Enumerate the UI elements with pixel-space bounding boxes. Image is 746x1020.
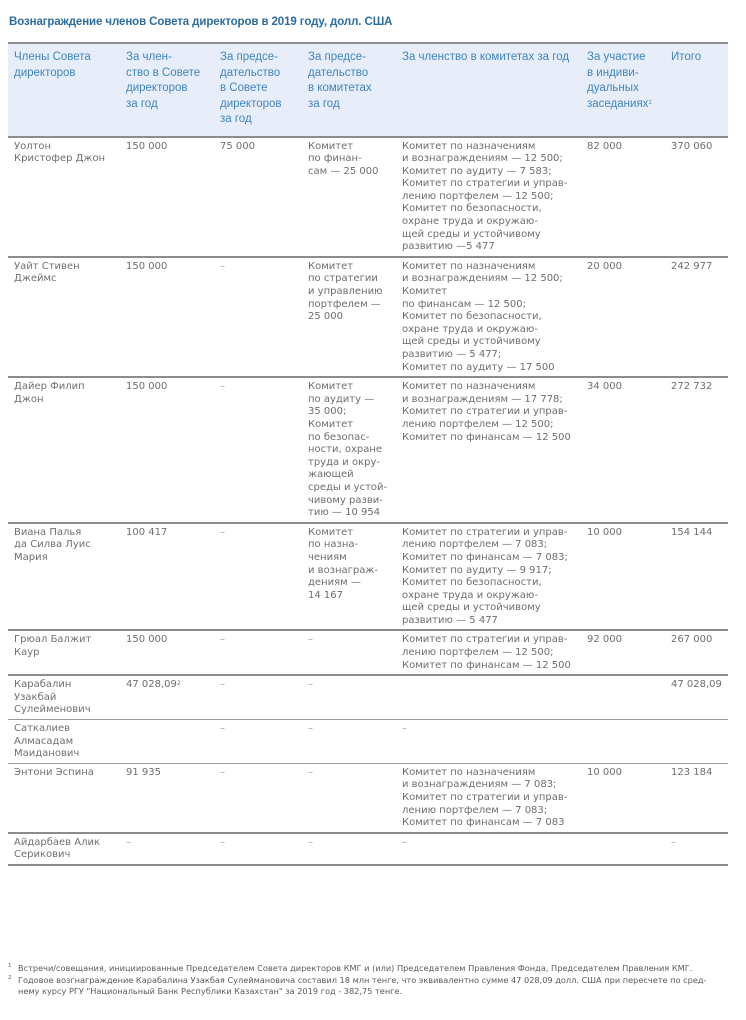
table-title: Вознаграждение членов Совета директоров в 2019 году, долл. США — [9, 16, 393, 28]
committee-chair-line: Комитет — [308, 418, 354, 430]
committee-chair-line: ности, охране — [308, 444, 383, 456]
cell-total — [665, 833, 728, 865]
total-value: – — [671, 836, 676, 848]
cell-board-membership — [120, 720, 214, 764]
cell-committee-chair — [302, 763, 396, 832]
committee-membership-line: Комитет по аудиту — 7 583; — [402, 165, 552, 177]
committee-chair-line: чениям — [308, 551, 347, 563]
board-membership-value: 150 000 — [126, 634, 168, 646]
header-line: за год — [220, 113, 252, 125]
total-value: 267 000 — [671, 634, 713, 646]
meetings-value: 20 000 — [587, 260, 622, 272]
committee-membership-line: Комитет по безопасности, — [402, 203, 542, 215]
header-line: За участие — [587, 51, 646, 63]
cell-total — [665, 630, 728, 675]
member-name-line: Мария — [14, 551, 48, 563]
committee-chair-line: Комитет — [308, 526, 354, 538]
board-chair-value: – — [220, 679, 225, 691]
cell-committee-chair — [302, 675, 396, 719]
cell-committee-membership — [396, 377, 581, 523]
footnotes — [8, 963, 738, 998]
meetings-value: 10 000 — [587, 766, 622, 778]
header-line: Члены Совета — [14, 51, 91, 63]
cell-board-membership — [120, 257, 214, 377]
committee-membership-line: Комитет по аудиту — 9 917; — [402, 564, 552, 576]
cell-committee-chair — [302, 377, 396, 523]
total-value: 47 028,09 — [671, 679, 722, 691]
cell-committee-chair — [302, 137, 396, 257]
cell-total — [665, 763, 728, 832]
committee-membership-line: по финансам — 12 500; — [402, 298, 526, 310]
cell-board-chair — [214, 523, 302, 631]
cell-member — [8, 630, 120, 675]
cell-member — [8, 377, 120, 523]
header-line: в Совете — [220, 82, 268, 94]
committee-chair-line: и управлению — [308, 286, 383, 298]
committee-membership-line: Комитет по назначениям — [402, 140, 536, 152]
committee-chair-line: жающей — [308, 469, 354, 481]
cell-member — [8, 833, 120, 865]
committee-membership-line: Комитет по стратегии и управ- — [402, 406, 568, 418]
committee-membership-line: Комитет по стратегии и управ- — [402, 634, 568, 646]
committee-membership-line: лению портфелем — 7 083; — [402, 804, 548, 816]
table-row — [8, 675, 728, 719]
footnote-ref: 2 — [176, 680, 181, 688]
committee-membership-line: Комитет по назначениям — [402, 766, 536, 778]
committee-membership-line: щей среды и устойчивому — [402, 228, 541, 240]
cell-board-membership — [120, 523, 214, 631]
cell-total — [665, 523, 728, 631]
cell-total — [665, 720, 728, 764]
committee-chair-line: – — [308, 634, 313, 646]
committee-chair-line: труда и окру- — [308, 456, 381, 468]
cell-meetings — [581, 523, 665, 631]
member-name-line: Джеймс — [14, 273, 57, 285]
cell-board-chair — [214, 763, 302, 832]
committee-membership-line: щей среды и устойчивому — [402, 602, 541, 614]
header-col-total — [665, 43, 728, 137]
footnote-text-continued: нему курсу РГУ "Национальный Банк Республики Казахстан" за 2019 год - 382,75 тенге. — [18, 986, 403, 997]
committee-membership-line: лению портфелем — 12 500; — [402, 647, 554, 659]
cell-committee-chair — [302, 833, 396, 865]
header-line: дуальных — [587, 82, 639, 94]
cell-board-chair — [214, 675, 302, 719]
committee-membership-line: Комитет по безопасности, — [402, 311, 542, 323]
cell-meetings — [581, 720, 665, 764]
member-name-line: Алмасадам — [14, 735, 74, 747]
cell-total — [665, 137, 728, 257]
committee-membership-line: Комитет по назначениям — [402, 260, 536, 272]
cell-total — [665, 257, 728, 377]
total-value: 123 184 — [671, 766, 713, 778]
committee-membership-line: Комитет по назначениям — [402, 381, 536, 393]
committee-membership-line: и вознаграждениям — 12 500; — [402, 153, 563, 165]
board-membership-value: 150 000 — [126, 260, 168, 272]
header-line: за год — [126, 97, 158, 110]
cell-member — [8, 523, 120, 631]
cell-committee-membership — [396, 523, 581, 631]
cell-total — [665, 675, 728, 719]
header-line: директоров — [126, 82, 188, 94]
header-col-committee-membership — [396, 43, 581, 137]
committee-chair-line: Комитет — [308, 140, 354, 152]
meetings-value: 34 000 — [587, 381, 622, 393]
cell-board-membership — [120, 630, 214, 675]
header-line: за год — [308, 97, 340, 110]
cell-meetings — [581, 630, 665, 675]
board-chair-value: 75 000 — [220, 140, 255, 152]
header-col-board-membership — [120, 43, 214, 137]
member-name-line: Джон — [14, 393, 44, 405]
committee-chair-line: чивому разви- — [308, 494, 383, 506]
committee-membership-line: Комитет по стратегии и управ- — [402, 792, 568, 803]
footnote-text: Годовое возгнаграждение Карабалина Узакбая Сулеймановича составил 18 млн тенге, что эквивалентно сумме 47 028,09 долл. США при пересчете по сред- — [18, 974, 707, 985]
cell-member — [8, 763, 120, 832]
board-remuneration-table — [8, 42, 728, 866]
cell-board-membership — [120, 833, 214, 865]
committee-chair-line: по финан- — [308, 153, 362, 165]
total-value: 272 732 — [671, 381, 713, 393]
board-membership-value: 91 935 — [126, 766, 161, 778]
cell-meetings — [581, 833, 665, 865]
member-name-line: Айдарбаев Алик — [14, 836, 101, 848]
committee-membership-line: Комитет по финансам — 7 083; — [402, 551, 568, 563]
cell-board-chair — [214, 720, 302, 764]
cell-board-chair — [214, 257, 302, 377]
cell-meetings — [581, 675, 665, 719]
committee-chair-line: по безопас- — [308, 431, 370, 443]
board-membership-value: 100 417 — [126, 526, 168, 538]
table-row — [8, 377, 728, 523]
cell-meetings — [581, 763, 665, 832]
committee-membership-line: развитию — 5 477; — [402, 349, 502, 360]
footnote-2 — [8, 975, 738, 998]
table-row — [8, 257, 728, 377]
member-name-line: Сулейменович — [14, 704, 91, 716]
committee-chair-line: – — [308, 766, 313, 778]
cell-meetings — [581, 137, 665, 257]
footnote-text: Встречи/совещания, инициированные Председателем Совета директоров КМГ и (или) Председателем Правления Фонда, Председателем Правления КМГ. — [18, 963, 693, 973]
member-name-line: да Силва Луис — [14, 539, 91, 551]
header-line: За член- — [126, 51, 172, 63]
committee-chair-line: 14 167 — [308, 589, 343, 601]
cell-board-membership — [120, 763, 214, 832]
header-line: За предсе- — [220, 51, 278, 63]
member-name-line: Кристофер Джон — [14, 153, 106, 165]
member-name-line: Маиданович — [14, 748, 80, 760]
table-row — [8, 523, 728, 631]
footnote-mark: 2 — [8, 974, 12, 981]
committee-chair-line: сам — 25 000 — [308, 165, 379, 177]
member-name-line: Саткалиев — [14, 723, 71, 735]
member-name-line: Дайер Филип — [14, 381, 85, 393]
cell-committee-membership — [396, 630, 581, 675]
cell-committee-membership — [396, 137, 581, 257]
cell-committee-membership — [396, 763, 581, 832]
cell-board-membership — [120, 377, 214, 523]
header-line: директоров — [14, 66, 76, 79]
cell-member — [8, 675, 120, 719]
board-chair-value: – — [220, 381, 225, 393]
committee-membership-line: и вознаграждениям — 7 083; — [402, 779, 557, 791]
committee-chair-line: Комитет — [308, 381, 354, 393]
board-membership-value: 150 000 — [126, 381, 168, 393]
meetings-value: 10 000 — [587, 526, 622, 538]
board-chair-value: – — [220, 723, 225, 735]
table-row — [8, 137, 728, 257]
cell-committee-chair — [302, 257, 396, 377]
cell-committee-membership — [396, 720, 581, 764]
committee-chair-line: по назна- — [308, 539, 359, 551]
board-chair-value: – — [220, 836, 225, 848]
cell-committee-membership — [396, 675, 581, 719]
header-col-member — [8, 43, 120, 137]
committee-chair-line: тию — 10 954 — [308, 507, 381, 519]
board-chair-value: – — [220, 260, 225, 272]
total-value: 154 144 — [671, 526, 713, 538]
cell-committee-membership — [396, 833, 581, 865]
committee-chair-line: портфелем — — [308, 298, 381, 310]
header-row — [8, 43, 728, 137]
header-col-meetings — [581, 43, 665, 137]
cell-meetings — [581, 257, 665, 377]
cell-committee-chair — [302, 720, 396, 764]
cell-board-chair — [214, 833, 302, 865]
committee-chair-line: Комитет — [308, 260, 354, 272]
committee-chair-line: 35 000; — [308, 406, 347, 418]
committee-membership-line: Комитет по безопасности, — [402, 577, 542, 589]
cell-member — [8, 257, 120, 377]
member-name-line: Уайт Стивен — [14, 260, 80, 272]
committee-membership-line: Комитет по стратегии и управ- — [402, 178, 568, 190]
header-line: в комитетах — [308, 82, 372, 94]
header-line: Итого — [671, 51, 702, 63]
table-header — [8, 43, 728, 137]
committee-membership-line: развитию — 5 477 — [402, 614, 498, 626]
committee-membership-line: Комитет по аудиту — 17 500 — [402, 361, 555, 373]
header-line: дательство — [220, 66, 281, 79]
committee-membership-line: лению портфелем — 12 500; — [402, 190, 554, 202]
board-chair-value: – — [220, 634, 225, 646]
committee-membership-line: охране труда и окружаю- — [402, 216, 538, 228]
board-membership-value: 150 000 — [126, 140, 168, 152]
committee-membership-line: Комитет по финансам — 12 500 — [402, 659, 571, 671]
header-line: За предсе- — [308, 51, 366, 63]
cell-total — [665, 377, 728, 523]
committee-membership-line: Комитет — [402, 286, 448, 298]
cell-committee-chair — [302, 523, 396, 631]
member-name-line: Виана Палья — [14, 526, 82, 538]
committee-membership-line: развитию —5 477 — [402, 241, 495, 253]
committee-chair-line: – — [308, 679, 313, 691]
footnote-mark: 1 — [8, 963, 12, 969]
member-name-line: Узакбай — [14, 691, 57, 703]
header-line: директоров — [220, 97, 282, 110]
cell-board-chair — [214, 377, 302, 523]
member-name-line: Карабалин — [14, 679, 72, 691]
cell-board-membership — [120, 675, 214, 719]
footnote-ref: 1 — [648, 99, 652, 106]
cell-committee-membership — [396, 257, 581, 377]
committee-membership-line: лению портфелем — 12 500; — [402, 418, 554, 430]
table-row — [8, 833, 728, 865]
header-line: дательство — [308, 66, 369, 79]
committee-chair-line: – — [308, 723, 313, 735]
meetings-value: 82 000 — [587, 140, 622, 152]
committee-membership-line: лению портфелем — 7 083; — [402, 539, 548, 551]
committee-chair-line: по стратегии — [308, 273, 378, 285]
committee-chair-line: среды и устой- — [308, 481, 388, 493]
committee-membership-line: охране труда и окружаю- — [402, 323, 538, 335]
board-chair-value: – — [220, 766, 225, 778]
footnote-1 — [8, 963, 738, 975]
committee-chair-line: дениям — — [308, 577, 361, 589]
total-value: 370 060 — [671, 140, 713, 152]
cell-board-chair — [214, 630, 302, 675]
board-chair-value: – — [220, 526, 225, 538]
header-line: в индиви- — [587, 66, 639, 79]
cell-member — [8, 137, 120, 257]
committee-membership-line: и вознаграждениям — 17 778; — [402, 393, 563, 405]
header-line: ство в Совете — [126, 66, 201, 79]
table-row — [8, 630, 728, 675]
cell-member — [8, 720, 120, 764]
board-membership-value: 47 028,09 — [126, 679, 177, 691]
member-name-line: Серикович — [14, 849, 71, 861]
committee-membership-line: охране труда и окружаю- — [402, 589, 538, 601]
committee-membership-line: щей среды и устойчивому — [402, 336, 541, 348]
table-row — [8, 763, 728, 832]
cell-committee-chair — [302, 630, 396, 675]
member-name-line: Грюал Балжит — [14, 634, 92, 646]
member-name-line: Уолтон — [14, 140, 52, 152]
total-value: 242 977 — [671, 260, 713, 272]
header-col-committee-chair — [302, 43, 396, 137]
committee-membership-line: Комитет по стратегии и управ- — [402, 526, 568, 538]
cell-meetings — [581, 377, 665, 523]
committee-membership-line: – — [402, 836, 407, 848]
committee-membership-line: и вознаграждениям — 12 500; — [402, 273, 563, 285]
header-col-board-chair — [214, 43, 302, 137]
cell-board-membership — [120, 137, 214, 257]
table-body — [8, 137, 728, 865]
header-line: За членство в комитетах за год — [402, 51, 570, 63]
committee-membership-line: – — [402, 723, 407, 735]
header-line: заседаниях — [587, 97, 649, 110]
committee-membership-line: Комитет по финансам — 7 083 — [402, 817, 565, 829]
cell-board-chair — [214, 137, 302, 257]
committee-chair-line: и вознаграж- — [308, 564, 379, 576]
board-membership-value: – — [126, 836, 131, 848]
meetings-value: 92 000 — [587, 634, 622, 646]
table-row — [8, 720, 728, 764]
committee-chair-line: 25 000 — [308, 311, 343, 323]
committee-chair-line: по аудиту — — [308, 393, 375, 405]
committee-membership-line: Комитет по финансам — 12 500 — [402, 431, 571, 443]
committee-chair-line: – — [308, 836, 313, 848]
member-name-line: Каур — [14, 647, 40, 659]
member-name-line: Энтони Эспина — [14, 766, 94, 778]
